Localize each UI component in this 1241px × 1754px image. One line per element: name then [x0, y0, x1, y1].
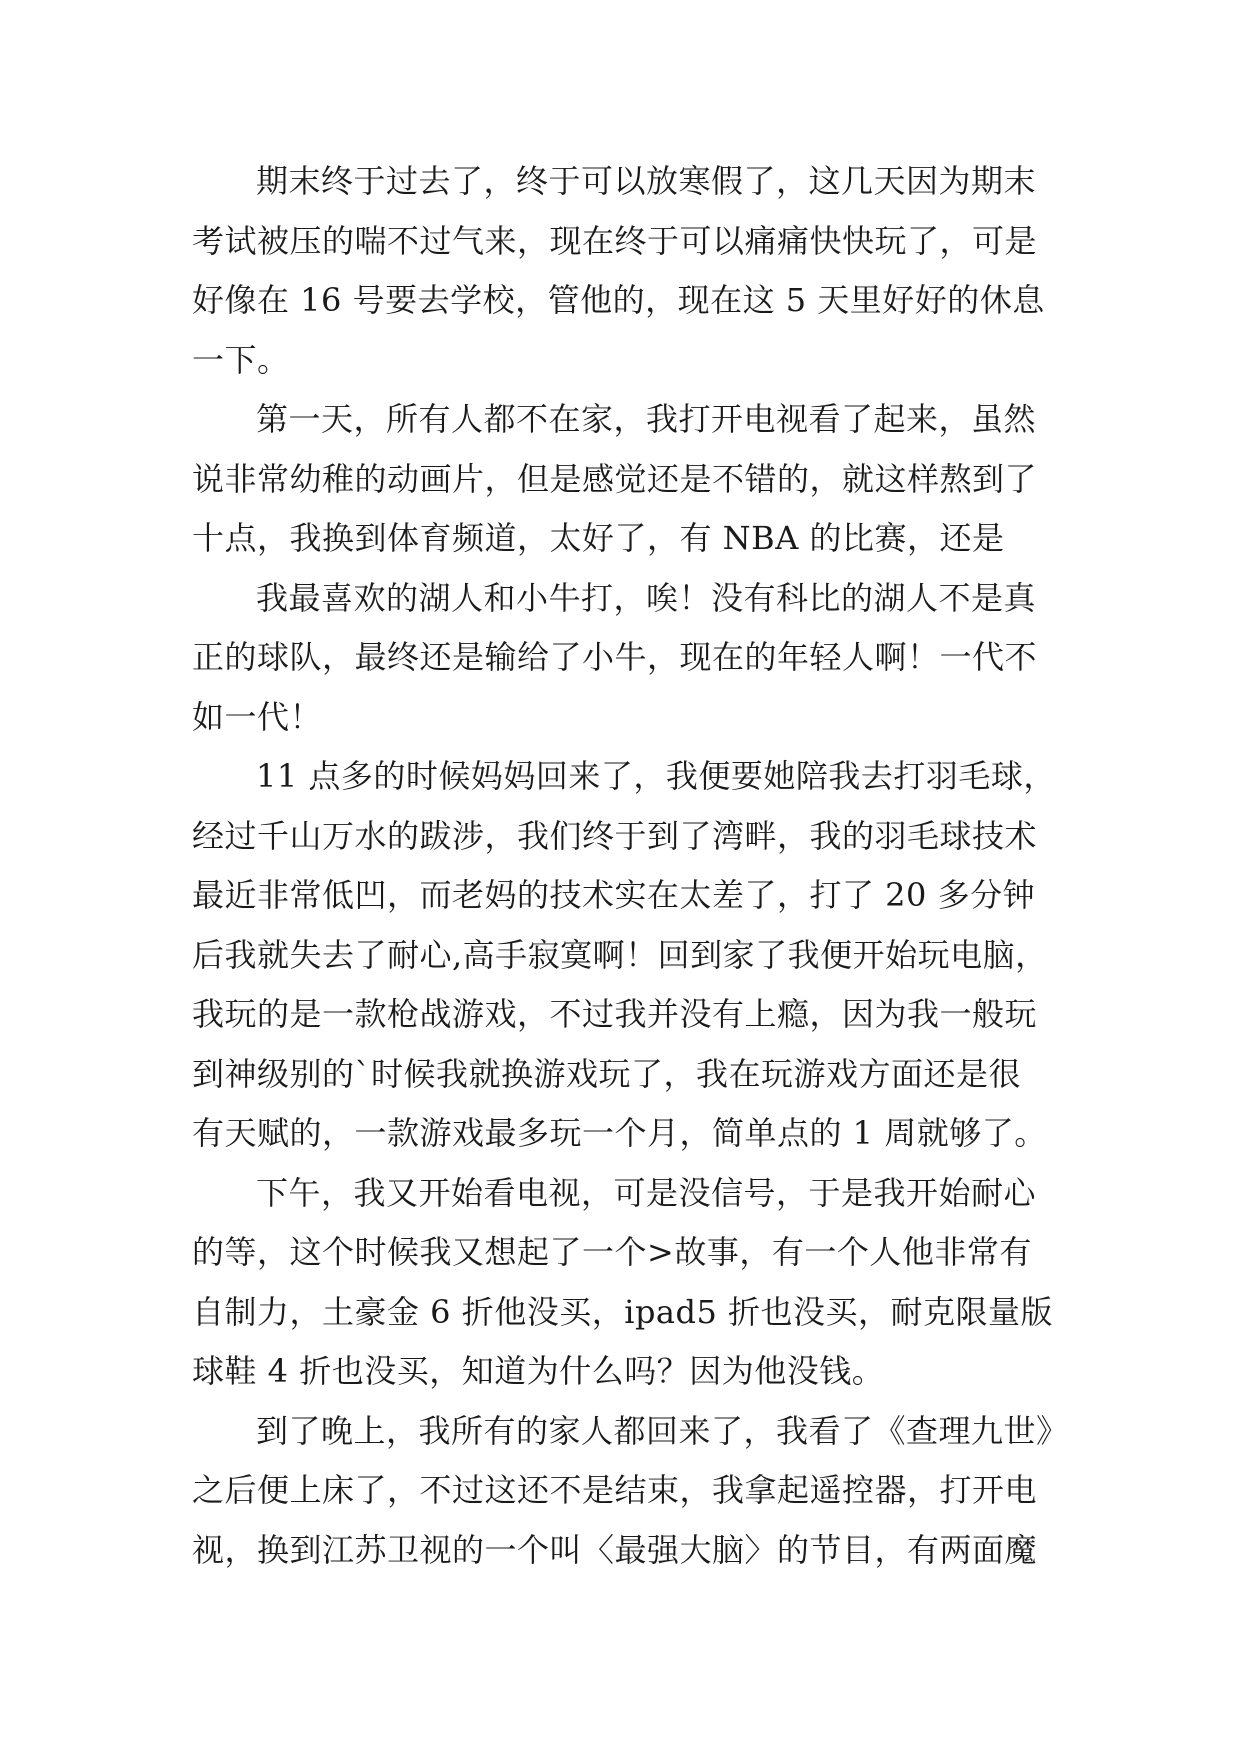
text-line: 最近非常低凹，而老妈的技术实在太差了，打了 20 多分钟: [192, 876, 1036, 914]
text-line: 我最喜欢的湖人和小牛打，唉！没有科比的湖人不是真: [256, 578, 1037, 617]
text-line: 考试被压的喘不过气来，现在终于可以痛痛快快玩了，可是: [192, 221, 1038, 260]
text-line: 自制力，土豪金 6 折他没买，ipad5 折也没买，耐克限量版: [192, 1292, 1054, 1331]
text-line: 球鞋 4 折也没买，知道为什么吗？因为他没钱。: [192, 1352, 885, 1390]
text-line: 后我就失去了耐心,高手寂寞啊！回到家了我便开始玩电脑，: [192, 935, 1048, 974]
text-line: 好像在 16 号要去学校，管他的，现在这 5 天里好好的休息: [192, 281, 1045, 319]
text-line: 之后便上床了，不过这还不是结束，我拿起遥控器，打开电: [192, 1471, 1038, 1509]
text-line: 经过千山万水的跋涉，我们终于到了湾畔，我的羽毛球技术: [192, 816, 1038, 855]
document-body: [192, 152, 1072, 1580]
text-line: 到了晚上，我所有的家人都回来了，我看了《查理九世》: [256, 1411, 1069, 1450]
text-line: 下午，我又开始看电视，可是没信号，于是我开始耐心: [256, 1173, 1037, 1212]
text-line: 一下。: [192, 340, 290, 379]
text-line: 视，换到江苏卫视的一个叫〈最强大脑〉的节目，有两面魔: [192, 1530, 1038, 1569]
text-line: 有天赋的，一款游戏最多玩一个月，简单点的 1 周就够了。: [192, 1114, 1047, 1152]
text-line: 到神级别的`时候我就换游戏玩了，我在玩游戏方面还是很: [192, 1054, 1022, 1093]
text-line: 11 点多的时候妈妈回来了，我便要她陪我去打羽毛球，: [256, 757, 1056, 795]
text-line: 十点，我换到体育频道，太好了，有 NBA 的比赛，还是: [192, 519, 1005, 557]
text-line: 期末终于过去了，终于可以放寒假了，这几天因为期末: [256, 162, 1037, 200]
text-line: 第一天，所有人都不在家，我打开电视看了起来，虽然: [256, 400, 1037, 438]
text-line: 如一代！: [192, 697, 323, 736]
text-line: 我玩的是一款枪战游戏，不过我并没有上瘾，因为我一般玩: [192, 995, 1038, 1033]
text-line: 的等，这个时候我又想起了一个>故事，有一个人他非常有: [192, 1233, 1032, 1271]
text-line: 说非常幼稚的动画片，但是感觉还是不错的，就这样熬到了: [192, 459, 1038, 498]
text-line: 正的球队，最终还是输给了小牛，现在的年轻人啊！一代不: [192, 638, 1038, 676]
